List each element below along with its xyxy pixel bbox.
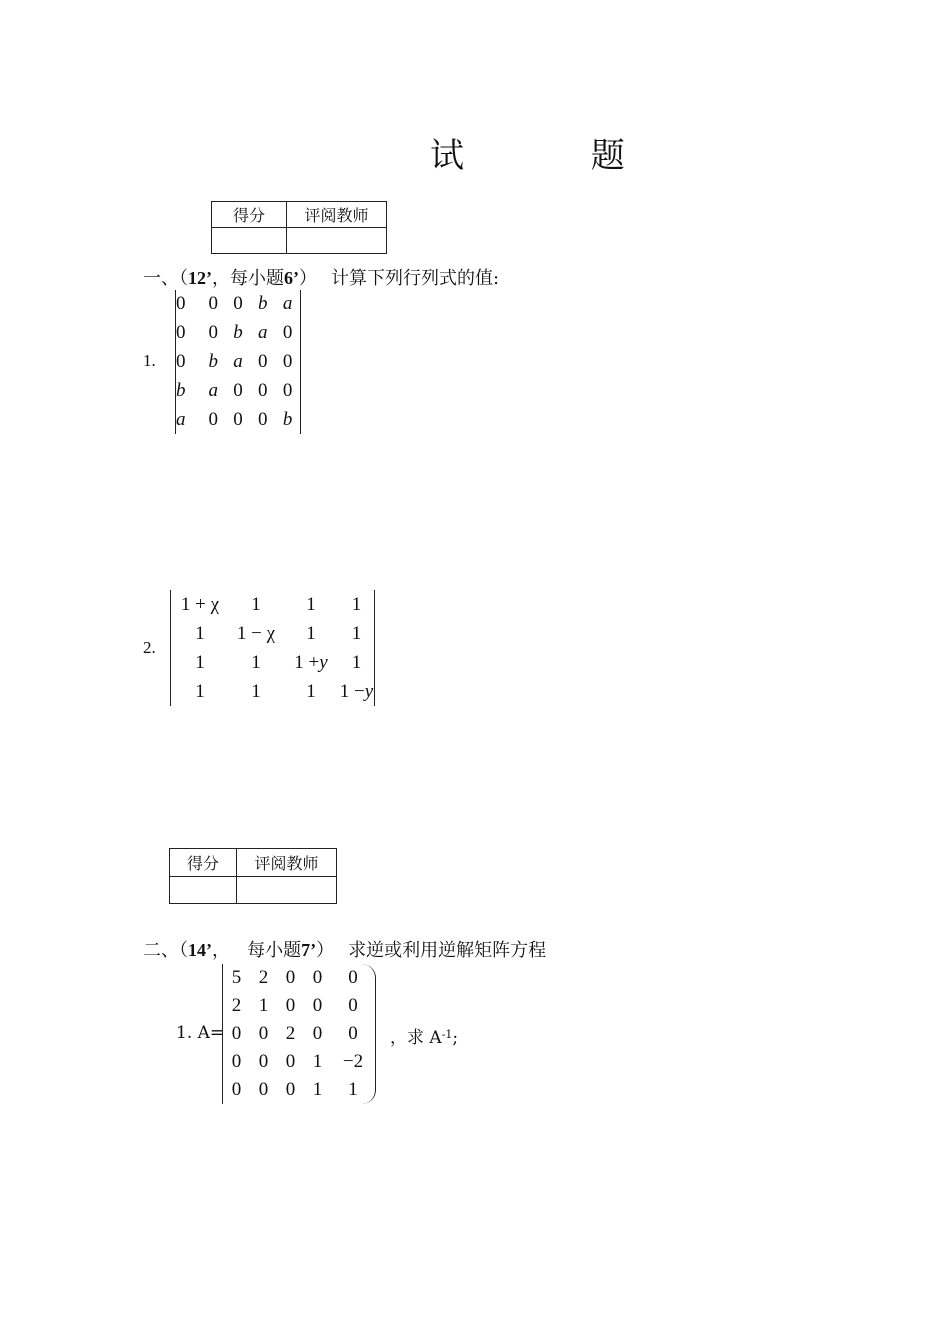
matrix-entry: 0 <box>231 1023 242 1044</box>
matrix-entry: 0 <box>348 967 358 988</box>
matrix-entry: 0 <box>348 1023 358 1044</box>
matrix-entry: 0 <box>233 293 243 315</box>
find-inverse-text: ，求 A <box>390 1028 442 1048</box>
grader-label: 评阅教师 <box>237 849 337 877</box>
grader-cell[interactable] <box>287 228 387 254</box>
matrix-entry: 1 <box>312 1079 323 1100</box>
matrix-entry: 0 <box>231 1051 242 1072</box>
grader-cell[interactable] <box>237 877 337 904</box>
matrix-entry: 0 <box>312 995 323 1016</box>
matrix-entry: 1 <box>312 1051 323 1072</box>
section-2-suffix: ） <box>316 940 335 961</box>
matrix-entry: 0 <box>176 350 186 372</box>
matrix-entry: 0 <box>282 322 293 344</box>
matrix-entry: 1 <box>251 680 261 702</box>
section-1-suffix: ） <box>299 268 317 289</box>
matrix-entry: 2 <box>285 1023 296 1044</box>
matrix-entry: 0 <box>348 995 358 1016</box>
problem-number: 2. <box>143 638 156 657</box>
page-title: 试 题 <box>430 136 683 176</box>
matrix-entry: b <box>282 408 293 430</box>
matrix-a <box>222 964 376 1104</box>
matrix-entry: 1 − χ <box>236 622 276 644</box>
matrix-entry: 1 <box>251 651 261 673</box>
matrix-label: 1. A= <box>176 1023 225 1043</box>
section-2-each: 7’ <box>301 940 317 960</box>
matrix-entry: 0 <box>233 408 243 430</box>
grader-label: 评阅教师 <box>287 202 387 228</box>
matrix-entry: 1 <box>306 622 316 644</box>
matrix-entry: 0 <box>258 1023 269 1044</box>
matrix-entry: a <box>176 408 186 430</box>
section-2-question: 求逆或利用逆解矩阵方程 <box>348 940 547 961</box>
matrix-entry: 0 <box>258 408 268 430</box>
matrix-entry: 1 <box>306 593 316 615</box>
matrix-entry: a <box>282 293 293 315</box>
section-1-points: 12’ <box>188 268 212 288</box>
section-1-mid: ，每小题 <box>212 268 284 289</box>
matrix-question <box>390 1023 458 1048</box>
determinant-1 <box>175 290 301 434</box>
section-2-points: 14’ <box>188 940 212 960</box>
matrix-entry: 1 <box>195 651 205 673</box>
matrix-entry: 0 <box>258 350 268 372</box>
matrix-entry: 1 <box>351 593 362 615</box>
matrix-entry: 1 <box>351 622 362 644</box>
matrix-entry: −2 <box>342 1051 364 1072</box>
matrix-entry: 0 <box>282 350 293 372</box>
section-1-heading <box>143 264 499 290</box>
section-2-heading <box>143 936 546 962</box>
matrix-entry: 1 <box>195 622 205 644</box>
matrix-entry: 1 <box>306 680 316 702</box>
matrix-entry: 1 <box>348 1079 358 1100</box>
matrix-entry: 2 <box>258 967 269 988</box>
matrix-entry: 0 <box>285 967 296 988</box>
matrix-entry: 1 <box>251 593 261 615</box>
matrix-entry: 1 <box>258 995 269 1016</box>
matrix-entry: 1 − y <box>339 680 374 702</box>
section-1-question: 计算下列行列式的值: <box>331 268 500 289</box>
matrix-entry: 0 <box>233 379 243 401</box>
score-table <box>169 848 337 904</box>
section-2-prefix: 二、（ <box>143 940 188 961</box>
matrix-entry: 2 <box>231 995 242 1016</box>
matrix-entry: 0 <box>258 1079 269 1100</box>
matrix-entry: 0 <box>312 967 323 988</box>
matrix-entry: b <box>258 293 268 315</box>
matrix-entry: 0 <box>258 1051 269 1072</box>
score-label: 得分 <box>212 202 287 228</box>
matrix-entry: 0 <box>208 408 218 430</box>
matrix-entry: a <box>258 322 268 344</box>
problem-number: 1. <box>143 351 156 370</box>
matrix-entry: a <box>233 350 243 372</box>
matrix-entry: a <box>208 379 218 401</box>
matrix-entry: b <box>208 350 218 372</box>
matrix-entry: 0 <box>285 1051 296 1072</box>
section-2-mid: ， 每小题 <box>212 940 302 961</box>
matrix-entry: 0 <box>208 293 218 315</box>
matrix-entry: 0 <box>258 379 268 401</box>
matrix-entry: 1 + χ <box>180 593 220 615</box>
matrix-entry: 1 <box>351 651 362 673</box>
matrix-entry: b <box>176 379 186 401</box>
matrix-entry: 5 <box>231 967 242 988</box>
matrix-entry: 1 <box>195 680 205 702</box>
matrix-entry: 0 <box>312 1023 323 1044</box>
determinant-2 <box>170 590 375 706</box>
score-table <box>211 201 387 254</box>
matrix-entry: 0 <box>285 995 296 1016</box>
matrix-entry: 1 + y <box>294 651 328 673</box>
score-cell[interactable] <box>212 228 287 254</box>
score-label: 得分 <box>170 849 237 877</box>
score-cell[interactable] <box>170 877 237 904</box>
matrix-entry: 0 <box>176 322 186 344</box>
inverse-superscript: -1 <box>441 1028 453 1041</box>
end-punct: ; <box>452 1028 459 1048</box>
matrix-entry: 0 <box>285 1079 296 1100</box>
section-1-each: 6’ <box>284 268 299 288</box>
matrix-entry: 0 <box>208 322 218 344</box>
section-1-prefix: 一、（ <box>143 268 188 289</box>
matrix-entry: 0 <box>176 293 186 315</box>
matrix-entry: b <box>233 322 243 344</box>
matrix-entry: 0 <box>231 1079 242 1100</box>
matrix-entry: 0 <box>282 379 293 401</box>
